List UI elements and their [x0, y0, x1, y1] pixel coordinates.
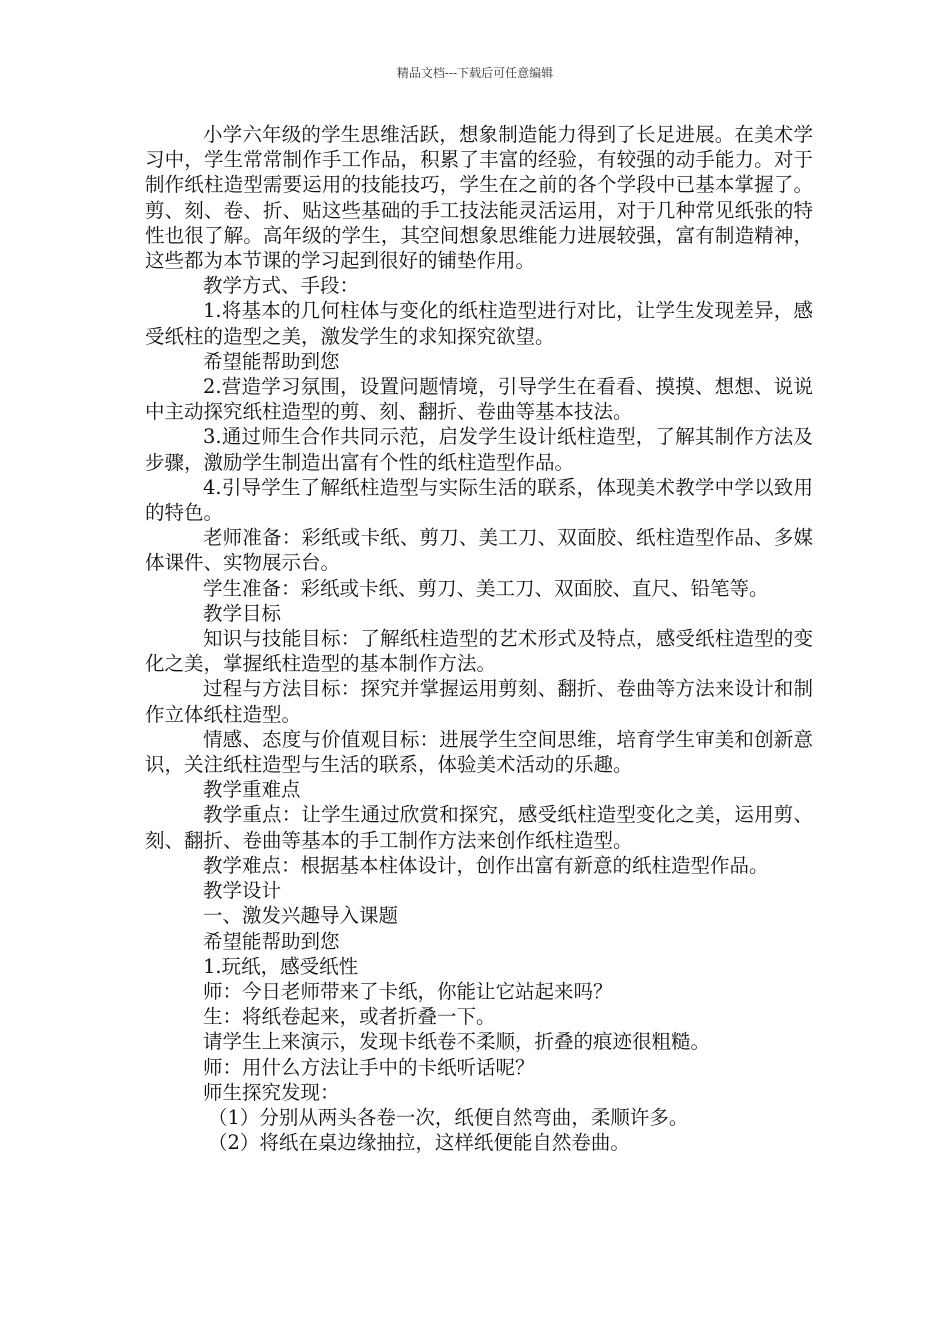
paragraph-demo: 请学生上来演示，发现卡纸卷不柔顺，折叠的痕迹很粗糙。: [203, 1030, 711, 1054]
paragraph-goal-emotion: 情感、态度与价值观目标：进展学生空间思维，培育学生审美和创新意识，关注纸柱造型与生活的联系，体验美术活动的乐趣。: [145, 727, 813, 777]
paragraph-discovery: 师生探究发现：: [203, 1080, 340, 1104]
paragraph-heading-methods: 教学方式、手段：: [203, 274, 360, 298]
paragraph-discovery-1: （1）分别从两头各卷一次，纸便自然弯曲，柔顺许多。: [208, 1105, 689, 1129]
paragraph-method-4: 4.引导学生了解纸柱造型与实际生活的联系，体现美术教学中学以致用的特色。: [145, 475, 813, 525]
paragraph-keypoint: 教学重点：让学生通过欣赏和探究，感受纸柱造型变化之美，运用剪、刻、翻折、卷曲等基本的手工制作方法来创作纸柱造型。: [145, 803, 813, 852]
paragraph-student-prep: 学生准备：彩纸或卡纸、剪刀、美工刀、双面胶、直尺、铅笔等。: [203, 576, 769, 600]
paragraph-heading-keypoints: 教学重难点: [203, 778, 301, 802]
paragraph-goal-process: 过程与方法目标：探究并掌握运用剪刻、翻折、卷曲等方法来设计和制作立体纸柱造型。: [145, 677, 813, 726]
paragraph-method-3: 3.通过师生合作共同示范，启发学生设计纸柱造型，了解其制作方法及步骤，激励学生制造出富有个性的纸柱造型作品。: [145, 425, 813, 474]
paragraph-dialogue-student-1: 生：将纸卷起来，或者折叠一下。: [203, 1005, 496, 1029]
document-body: [145, 122, 813, 1155]
paragraph-dialogue-teacher-1: 师：今日老师带来了卡纸，你能让它站起来吗？: [203, 979, 613, 1003]
paragraph-intro: 小学六年级的学生思维活跃，想象制造能力得到了长足进展。在美术学习中，学生常常制作手工作品，积累了丰富的经验，有较强的动手能力。对于制作纸柱造型需要运用的技能技巧，学生在之前的各个学段中已基本掌握了。剪、刻、卷、折、贴这些基础的手工技法能灵活运用，对于几种常见纸张的特性也很了解。高年级的学生，其空间想象思维能力进展较强，富有制造精神，这些都为本节课的学习起到很好的铺垫作用。: [145, 123, 813, 273]
paragraph-section-1: 一、激发兴趣导入课题: [203, 904, 399, 928]
paragraph-watermark-1: 希望能帮助到您: [203, 349, 340, 373]
paragraph-teacher-prep: 老师准备：彩纸或卡纸、剪刀、美工刀、双面胶、纸柱造型作品、多媒体课件、实物展示台。: [145, 526, 813, 575]
paragraph-discovery-2: （2）将纸在桌边缘抽拉，这样纸便能自然卷曲。: [208, 1131, 630, 1155]
paragraph-heading-design: 教学设计: [203, 879, 282, 903]
paragraph-step-1: 1.玩纸，感受纸性: [203, 954, 359, 978]
page-header: 精品文档---下载后可任意编辑: [396, 66, 554, 80]
paragraph-watermark-2: 希望能帮助到您: [203, 929, 340, 953]
paragraph-goal-knowledge: 知识与技能目标：了解纸柱造型的艺术形式及特点，感受纸柱造型的变化之美，掌握纸柱造型的基本制作方法。: [145, 627, 813, 676]
paragraph-method-1: 1.将基本的几何柱体与变化的纸柱造型进行对比，让学生发现差异，感受纸柱的造型之美，激发学生的求知探究欲望。: [145, 299, 813, 348]
paragraph-dialogue-teacher-2: 师：用什么方法让手中的卡纸听话呢？: [203, 1055, 535, 1079]
paragraph-method-2: 2.营造学习氛围，设置问题情境，引导学生在看看、摸摸、想想、说说中主动探究纸柱造型的剪、刻、翻折、卷曲等基本技法。: [145, 375, 813, 424]
paragraph-heading-goals: 教学目标: [203, 601, 282, 625]
paragraph-difficulty: 教学难点：根据基本柱体设计，创作出富有新意的纸柱造型作品。: [203, 853, 769, 877]
